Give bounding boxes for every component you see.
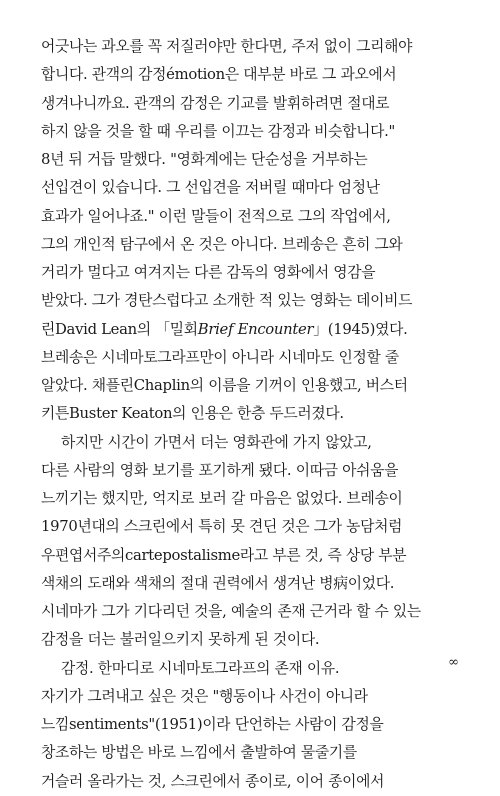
text-line: 창조하는 방법은 바로 느낌에서 출발하여 물줄기를: [41, 744, 357, 762]
text-line: 거슬러 올라가는 것, 스크린에서 종이로, 이어 종이에서: [41, 772, 385, 790]
text-line: 거리가 멀다고 여겨지는 다른 감독의 영화에서 영감을: [41, 264, 376, 281]
text-line: 우편엽서주의cartepostalisme라고 부른 것, 즉 상당 부분: [41, 546, 407, 564]
text-line: 선입견이 있습니다. 그 선입견을 저버릴 때마다 엄청난: [41, 179, 380, 197]
text-line: 그의 개인적 탐구에서 온 것은 아니다. 브레송은 흔히 그와: [41, 235, 403, 253]
text-line: 알았다. 채플린Chaplin의 이름을 기꺼이 인용했고, 버스터: [41, 377, 408, 394]
text-line: 감정을 더는 불러일으키지 못하게 된 것이다.: [41, 631, 320, 649]
text-line: 효과가 일어나죠." 이런 말들이 전적으로 그의 작업에서,: [41, 207, 391, 225]
text-line: 시네마가 그가 기다리던 것을, 예술의 존재 근거라 할 수 있는: [41, 603, 421, 620]
text-line: 하지만 시간이 가면서 더는 영화관에 가지 않았고,: [61, 433, 372, 451]
text-line: 자기가 그려내고 싶은 것은 "행동이나 사건이 아니라: [41, 687, 368, 705]
text-line: 색채의 도래와 색채의 절대 권력에서 생겨난 병病이었다.: [41, 574, 395, 592]
text-line: 1970년대의 스크린에서 특히 못 견딘 것은 그가 농담처럼: [41, 518, 403, 536]
text-line: 합니다. 관객의 감정émotion은 대부분 바로 그 과오에서: [41, 66, 397, 84]
text-line: 브레송은 시네마토그라프만이 아니라 시네마도 인정할 줄: [41, 348, 399, 366]
text-line: 8년 뒤 거듭 말했다. "영화계에는 단순성을 거부하는: [41, 151, 368, 168]
text-segment: 린David Lean의 「밀회: [41, 320, 198, 338]
text-line: 다른 사람의 영화 보기를 포기하게 됐다. 이따금 아쉬움을: [41, 461, 399, 479]
text-line: 받았다. 그가 경탄스럽다고 소개한 적 있는 영화는 데이비드: [41, 292, 413, 310]
text-line: 키튼Buster Keaton의 인용은 한층 두드러졌다.: [41, 405, 344, 423]
text-line: 생겨나니까요. 관객의 감정은 기교를 발휘하려면 절대로: [41, 94, 390, 112]
page-number: ∞: [448, 655, 458, 670]
text-segment: 」(1945)였다.: [313, 320, 408, 338]
text-line: 어긋나는 과오를 꼭 저질러야만 한다면, 주저 없이 그리해야: [41, 38, 413, 55]
text-line: 느끼기는 했지만, 억지로 보러 갈 마음은 없었다. 브레송이: [41, 490, 403, 507]
text-line: 느낌sentiments"(1951)이라 단언하는 사람이 감정을: [41, 716, 384, 733]
italic-title: Brief Encounter: [197, 320, 314, 338]
text-line: 감정. 한마디로 시네마토그라프의 존재 이유.: [61, 659, 340, 677]
text-line: 하지 않을 것을 할 때 우리를 이끄는 감정과 비슷합니다.": [41, 122, 396, 140]
text-line: [41, 316, 481, 344]
body-text: [41, 33, 481, 796]
